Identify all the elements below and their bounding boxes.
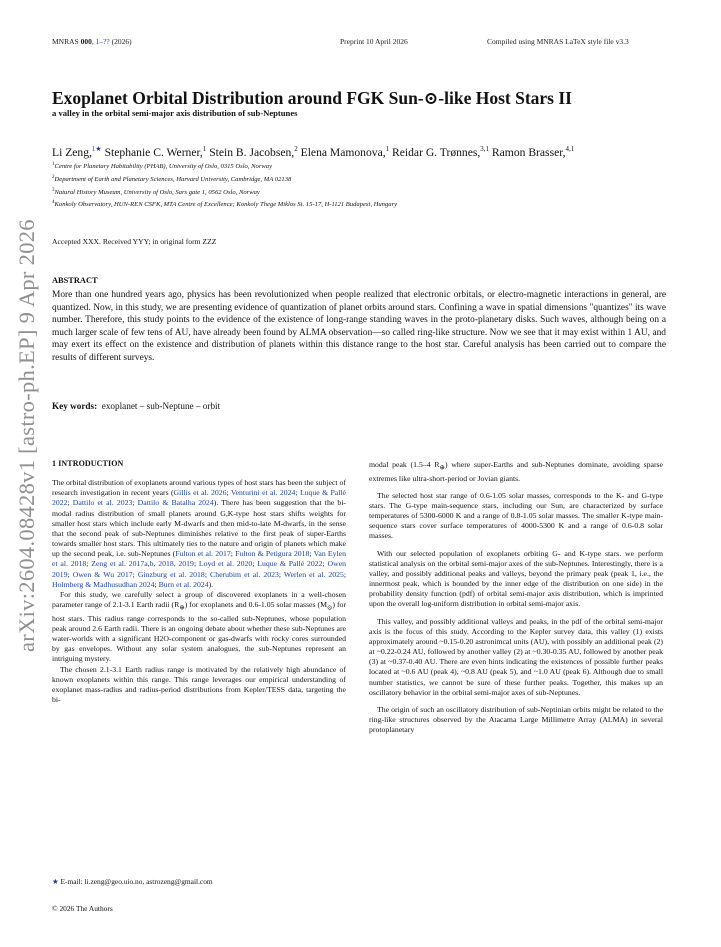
keywords-text: exoplanet – sub-Neptune – orbit (101, 401, 221, 411)
author: Reidar G. Trønnes, (389, 145, 481, 159)
body-paragraph: The orbital distribution of exoplanets around various types of host stars has been the subject of research investigation in recent years (Gillis et al. 2026; Venturini et al. 2024; Luque & Pallé 2022; Dattilo et al. 2023; Dattilo & Batalha 2024). There has been suggestion that the bi-modal radius distribution of small planets around G,K-type host stars shifts weights for smaller host stars which include early M-dwarfs and then mid-to-late M-dwarfs, in the sense that the second peak of sub-Neptunes diminishes relative to the first peak of super-Earths towards smaller host stars. This ultimately ties to the nature and origin of planets which make up the second peak, i.e. sub-Neptunes (Fulton et al. 2017; Fulton & Petigura 2018; Van Eylen et al. 2018; Zeng et al. 2017a,b, 2018, 2019; Loyd et al. 2020; Luque & Pallé 2022; Owen 2019; Owen & Wu 2017; Ginzburg et al. 2018; Cherubim et al. 2023; Werlen et al. 2025; Holmberg & Madhusudhan 2024; Burn et al. 2024). (52, 478, 347, 589)
section-heading: 1 INTRODUCTION (52, 459, 124, 468)
author-affiliation-mark: 4,1 (565, 145, 575, 153)
keywords-line (52, 401, 220, 411)
footnote-email: ★ E-mail: li.zeng@geo.uio.no, astrozeng@gmail.com (52, 877, 213, 886)
running-header-journal: MNRAS 000, 1–?? (2026) (52, 37, 132, 46)
affiliation: $^1$Centre for Planetary Habitability (PHAB), University of Oslo, 0315 Oslo, Norway (52, 162, 273, 171)
author-affiliation-mark: 1 (385, 145, 390, 153)
author-affiliation-mark: 3,1 (480, 145, 490, 153)
acceptance-line: Accepted XXX. Received YYY; in original form ZZZ (52, 237, 217, 246)
citation-link[interactable]: Luque & Pallé 2022 (257, 559, 323, 569)
citation-link[interactable]: Burn et al. 2024 (158, 579, 209, 589)
body-paragraph: The selected host star range of 0.6-1.05 solar masses, corresponds to the K- and G-type stars. The G-type main-sequence stars, including our Sun, are characterized by surface temperatures of 5300-6000 K and a range of 0.8-1.05 solar masses. The smaller K-type main-sequence stars cover surface temperatures of 4000-5300 K and a range of 0.6-0.8 solar masses. (369, 490, 663, 541)
author: Stephanie C. Werner, (101, 145, 203, 159)
body-column-left (52, 459, 346, 705)
keywords-label: Key words: (52, 401, 98, 411)
affiliation-list (52, 160, 692, 211)
body-column-right (369, 460, 663, 735)
running-header-compiled: Compiled using MNRAS LaTeX style file v3.3 (487, 37, 629, 46)
author: Li Zeng, (52, 145, 92, 159)
citation-link[interactable]: Dattilo & Batalha 2024 (137, 498, 214, 508)
citation-link[interactable]: Gillis et al. 2026 (173, 488, 227, 498)
citation-link[interactable]: Dattilo et al. 2023 (72, 498, 133, 508)
affiliation: $^4$Konkoly Observatory, HUN-REN CSFK, MTA Centre of Excellence; Konkoly Thege Miklos St. 15-17, H-1121 Budapest, Hungary (52, 200, 398, 209)
body-paragraph: For this study, we carefully select a group of discovered exoplanets in a well-chosen parameter range of 2.1-3.1 Earth radii $(R_\oplus)$ for exoplanets and 0.6-1.05 solar masses $(M_⊙)$ for host stars. This radius range corresponds to the so-called sub-Neptunes, whose population peak around 2.6 Earth radii. There is an ongoing debate about whether these sub-Neptunes are water-worlds with a significant H2O-component or gas-dwarfs with rocky cores surrounded by gas envelopes. Without any solar system analogues, the sub-Neptunes represent an intriguing mystery. (52, 589, 346, 664)
citation-link[interactable]: Holmberg & Madhusudhan 2024 (52, 579, 155, 589)
author-affiliation-mark: 1★ (91, 145, 102, 153)
author: Stein B. Jacobsen, (206, 145, 295, 159)
citation-link[interactable]: Ginzburg et al. 2018 (137, 569, 205, 579)
citation-link[interactable]: Werlen et al. 2025 (283, 569, 344, 579)
body-paragraph: This valley, and possibly additional valleys and peaks, in the pdf of the orbital semi-major axis is the focus of this study. According to the Kepler survey data, this valley (1) exists approximately around ~0.15-0.20 astronimcal units (AU), with possibly an additional peak (2) at ~0.22-0.24 AU, followed by another valley (2) at ~0.30-0.35 AU, followed by another peak (3) at ~0.37-0.40 AU. There are even hints indicating the existences of possible further peaks located at ~0.6 AU (peak 4), ~0.8 AU (peak 5), and ~1.0 AU (peak 6). Although due to small number statistics, we cannot be sure of these further peaks. Together, this makes up an oscillatory behavior in the orbital semi-major axes of sub-Neptunes. (369, 616, 663, 697)
affiliation: $^2$Department of Earth and Planetary Sciences, Harvard University, Cambridge, MA 02138 (52, 174, 292, 183)
body-paragraph: The origin of such an oscillatory distribution of sub-Neptinian orbits might be related to the ring-like structures observed by the Atacama Large Millimetre Array (ALMA) in several protoplanetary (369, 704, 663, 735)
citation-link[interactable]: Venturini et al. 2024 (230, 488, 296, 498)
citation-link[interactable]: Van Eylen et al. 2018 (52, 549, 346, 569)
author-affiliation-mark: 2 (294, 145, 298, 153)
author-affiliation-mark: 1 (202, 145, 207, 153)
abstract-text: More than one hundred years ago, physics has been revolutionized when people realized that electronic orbitals, or electro-magnetic interactions in general, are quantized. Now, in this study, we are presenting evidence of quantization of planet orbits around stars. Confining a wave in spatial dimensions "quantizes" its wave number. Therefore, this study points to the evidence of the existence of long-range standing waves in the proto-planetary disks. Such waves, although being on a much larger scale of few tens of AU, have already been found by ALMA observation—so called ring-like structure. Now we see that it may exist within 1 AU, and may exert its effect on the existence and distribution of planets within this distance range to the host star. Careful analysis has been carried out to compare the results of different surveys. (52, 290, 666, 363)
citation-link[interactable]: Owen 2019 (52, 559, 347, 579)
arxiv-side-stamp: arXiv:2604.08428v1 [astro-ph.EP] 9 Apr 2026 (14, 219, 39, 652)
copyright-line: © 2026 The Authors (52, 904, 113, 913)
paper-title: Exoplanet Orbital Distribution around FGK Sun-⊙-like Host Stars II (52, 88, 572, 108)
paper-subtitle: a valley in the orbital semi-major axis distribution of sub-Neptunes (52, 108, 298, 118)
citation-link[interactable]: Zeng et al. 2017a,b, 2018, 2019 (91, 559, 194, 569)
body-paragraph: The chosen 2.1-3.1 Earth radius range is motivated by the relatively high abundance of known exoplanets within this range. This range leverages our empirical understanding of exoplanet mass-radius and radius-period distributions from Kepler/TESS data, targeting the bi- (52, 664, 346, 704)
author: Elena Mamonova, (297, 145, 386, 159)
citation-link[interactable]: Cherubim et al. 2023 (210, 569, 279, 579)
citation-link[interactable]: Loyd et al. 2020 (198, 559, 253, 569)
citation-link[interactable]: Fulton & Petigura 2018 (235, 549, 310, 559)
affiliation: $^3$Natural History Museum, University of Oslo, Sars gate 1, 0562 Oslo, Norway (52, 187, 260, 196)
author-list (52, 145, 721, 159)
author: Ramon Brasser, (489, 145, 566, 159)
body-paragraph: modal peak (1.5–4 $R_\oplus$) where super-Earths and sub-Neptunes dominate, avoiding sparse extremes like ultra-short-period or Jovian giants. (369, 460, 663, 483)
running-header-preprint: Preprint 10 April 2026 (340, 37, 408, 46)
citation-link[interactable]: Fulton et al. 2017 (175, 549, 231, 559)
abstract-heading: ABSTRACT (52, 276, 98, 285)
citation-link[interactable]: Luque & Pallé 2022 (52, 488, 346, 508)
citation-link[interactable]: Owen & Wu 2017 (72, 569, 133, 579)
body-paragraph: With our selected population of exoplanets orbiting G- and K-type stars. we perform statistical analysis on the orbital semi-major axes of the sub-Neptunes. Interestingly, there is a valley, and possibly additional peaks and valleys, beyond the primary peak (peak 1, i.e., the innermost peak, which is bounded by the inner edge of the distribution on one side) in the probability density function (pdf) of orbital semi-major axis distribution, which is imprinted upon the overall log-uniform distribution in orbital semi-major axis. (369, 548, 663, 609)
